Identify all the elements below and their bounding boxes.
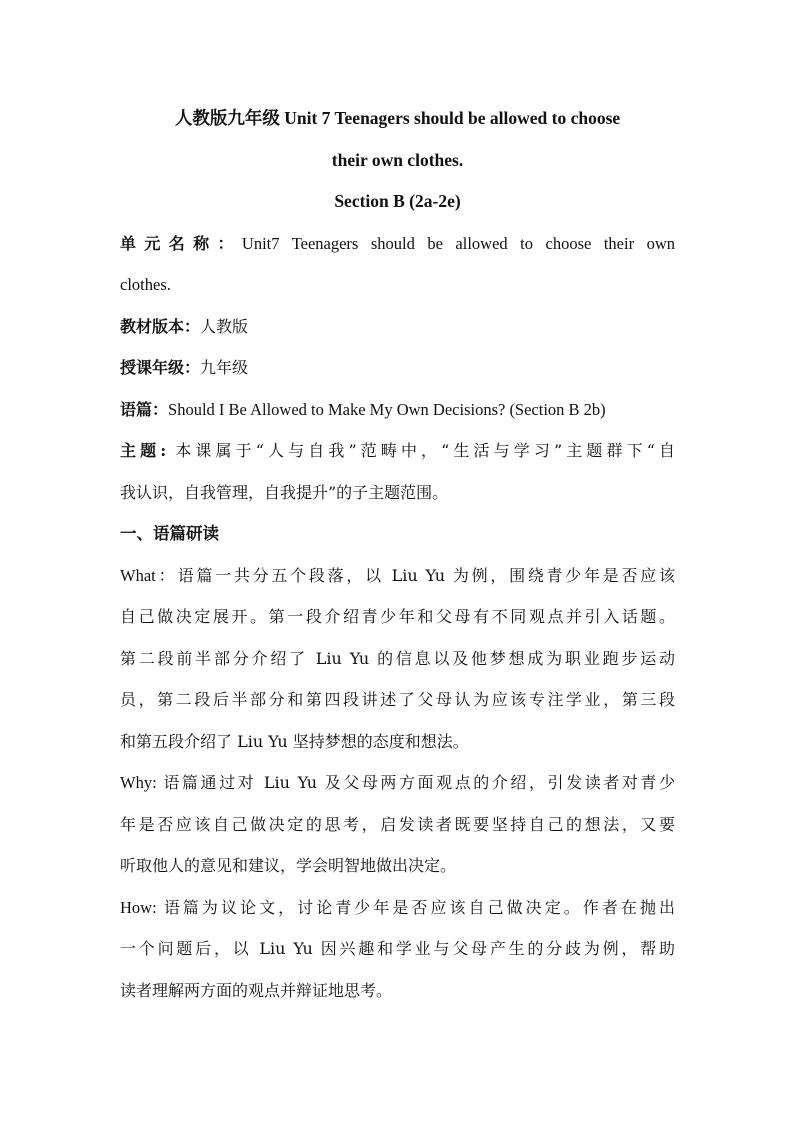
edition-value: 人教版 bbox=[200, 316, 249, 336]
why-line-3: 听取他人的意见和建议，学会明智地做出决定。 bbox=[120, 856, 457, 875]
unit-name-line bbox=[120, 223, 675, 265]
what-text-1: 语篇一共分五个段落，以 Liu Yu 为例，围绕青少年是否应该 bbox=[177, 565, 675, 585]
edition-label: 教材版本： bbox=[120, 316, 201, 336]
unit-name-label: 单元名称： bbox=[120, 233, 242, 253]
theme-continuation bbox=[120, 472, 675, 514]
unit-name-continuation bbox=[120, 264, 675, 306]
how-text-1: 语篇为议论文，讨论青少年是否应该自己做决定。作者在抛出 bbox=[163, 897, 675, 917]
section-heading: 一、语篇研读 bbox=[120, 524, 219, 543]
how-line-2: 一个问题后，以 Liu Yu 因兴趣和学业与父母产生的分歧为例，帮助 bbox=[120, 939, 675, 958]
grade-line bbox=[120, 347, 675, 389]
theme-value-2: 我认识，自我管理，自我提升”的子主题范围。 bbox=[120, 482, 449, 502]
why-line-1 bbox=[120, 762, 675, 804]
theme-line bbox=[120, 430, 675, 472]
unit-name-value-cont: clothes. bbox=[120, 275, 171, 294]
document-body bbox=[120, 98, 675, 1011]
theme-value-1: 本课属于“人与自我”范畴中，“生活与学习”主题群下“自 bbox=[166, 441, 675, 460]
what-label: What： bbox=[120, 565, 178, 585]
what-line-2: 自己做决定展开。第一段介绍青少年和父母有不同观点并引入话题。 bbox=[120, 607, 675, 626]
text-label: 语篇： bbox=[120, 399, 169, 419]
text-value: Should I Be Allowed to Make My Own Decisions? (Section B 2b) bbox=[168, 399, 606, 419]
how-line-3: 读者理解两方面的观点并辩证地思考。 bbox=[120, 980, 393, 1000]
section-title: Section B (2a-2e) bbox=[334, 191, 461, 211]
what-line-5: 和第五段介绍了 Liu Yu 坚持梦想的态度和想法。 bbox=[120, 731, 469, 751]
title-line-2: their own clothes. bbox=[331, 149, 464, 170]
why-line-2: 年是否应该自己做决定的思考，启发读者既要坚持自己的想法，又要 bbox=[120, 814, 675, 834]
grade-label: 授课年级： bbox=[120, 358, 201, 377]
why-label: Why: bbox=[120, 773, 164, 792]
edition-line bbox=[120, 306, 675, 348]
how-line-1 bbox=[120, 887, 675, 929]
what-line-3: 第二段前半部分介绍了 Liu Yu 的信息以及他梦想成为职业跑步运动 bbox=[120, 648, 675, 668]
how-label: How: bbox=[120, 897, 164, 917]
what-line-1 bbox=[120, 555, 675, 597]
theme-label: 主题: bbox=[120, 441, 167, 460]
why-text-1: 语篇通过对 Liu Yu 及父母两方面观点的介绍，引发读者对青少 bbox=[163, 773, 675, 792]
what-line-4: 员，第二段后半部分和第四段讲述了父母认为应该专注学业，第三段 bbox=[120, 690, 675, 709]
title-line-1: 人教版九年级 Unit 7 Teenagers should be allowed to choose bbox=[174, 108, 621, 128]
unit-name-value: Unit7 Teenagers should be allowed to choose their own bbox=[241, 233, 675, 253]
grade-value: 九年级 bbox=[200, 358, 249, 377]
text-line bbox=[120, 389, 675, 431]
